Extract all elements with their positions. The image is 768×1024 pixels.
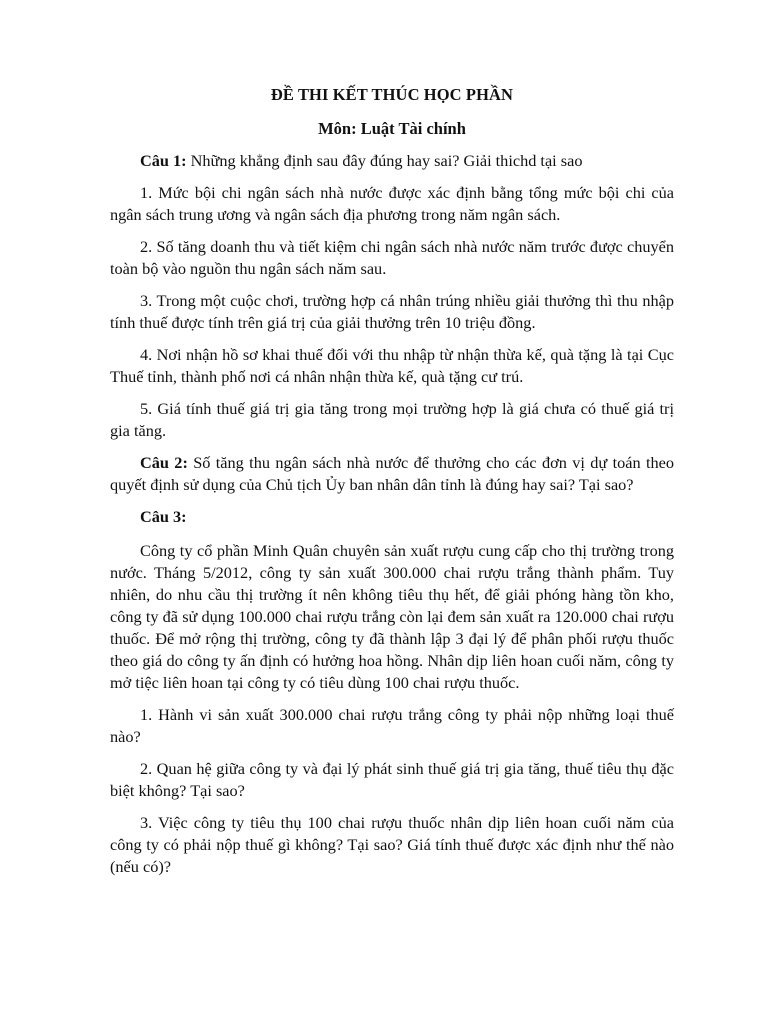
question-1-item-3: 3. Trong một cuộc chơi, trường hợp cá nhân trúng nhiều giải thưởng thì thu nhập tính thuế được tính trên giá trị của giải thưởng trên 10 triệu đồng.: [110, 291, 674, 332]
question-3-item-1: 1. Hành vi sản xuất 300.000 chai rượu trắng công ty phải nộp những loại thuế nào?: [110, 705, 674, 746]
question-1-item-1: 1. Mức bội chi ngân sách nhà nước được xác định bằng tổng mức bội chi của ngân sách trung ương và ngân sách địa phương trong năm ngân sách.: [110, 183, 674, 224]
question-3-item-2: 2. Quan hệ giữa công ty và đại lý phát sinh thuế giá trị gia tăng, thuế tiêu thụ đặc biệt không? Tại sao?: [110, 759, 674, 800]
question-1-item-2: 2. Số tăng doanh thu và tiết kiệm chi ngân sách nhà nước năm trước được chuyển toàn bộ vào nguồn thu ngân sách năm sau.: [110, 237, 674, 278]
question-1-prompt: [110, 150, 674, 172]
exam-title: ĐỀ THI KẾT THÚC HỌC PHẦN: [270, 85, 514, 104]
question-1-text: Những khẳng định sau đây đúng hay sai? Giải thichd tại sao: [186, 151, 583, 170]
question-2-text: Số tăng thu ngân sách nhà nước để thưởng cho các đơn vị dự toán theo quyết định sử dụng của Chủ tịch Ủy ban nhân dân tỉnh là đúng hay sai? Tại sao?: [110, 453, 674, 494]
question-1-item-5: 5. Giá tính thuế giá trị gia tăng trong mọi trường hợp là giá chưa có thuế giá trị gia tăng.: [110, 399, 674, 440]
question-2: [110, 452, 674, 496]
exam-subject: Môn: Luật Tài chính: [318, 119, 466, 138]
question-2-label: Câu 2:: [140, 453, 188, 472]
question-1-label: Câu 1:: [140, 151, 187, 170]
question-1-item-4: 4. Nơi nhận hồ sơ khai thuế đối với thu nhập từ nhận thừa kế, quà tặng là tại Cục Thuế tỉnh, thành phố nơi cá nhân nhận thừa kế, quà tặng cư trú.: [110, 345, 674, 386]
question-3-label: Câu 3:: [140, 507, 187, 526]
question-3-item-3: 3. Việc công ty tiêu thụ 100 chai rượu thuốc nhân dịp liên hoan cuối năm của công ty có phải nộp thuế gì không? Tại sao? Giá tính thuế được xác định như thế nào (nếu có)?: [110, 813, 674, 876]
question-3-scenario: Công ty cổ phần Minh Quân chuyên sản xuất rượu cung cấp cho thị trường trong nước. Tháng 5/2012, công ty sản xuất 300.000 chai rượu trắng thành phẩm. Tuy nhiên, do nhu cầu thị trường ít nên không tiêu thụ hết, để giải phóng hàng tồn kho, công ty đã sử dụng 100.000 chai rượu trắng còn lại đem sản xuất ra 120.000 chai rượu thuốc. Để mở rộng thị trường, công ty đã thành lập 3 đại lý để phân phối rượu thuốc theo giá do công ty ấn định có hưởng hoa hồng. Nhân dịp liên hoan cuối năm, công ty mở tiệc liên hoan tại công ty có tiêu dùng 100 chai rượu thuốc.: [110, 541, 674, 692]
